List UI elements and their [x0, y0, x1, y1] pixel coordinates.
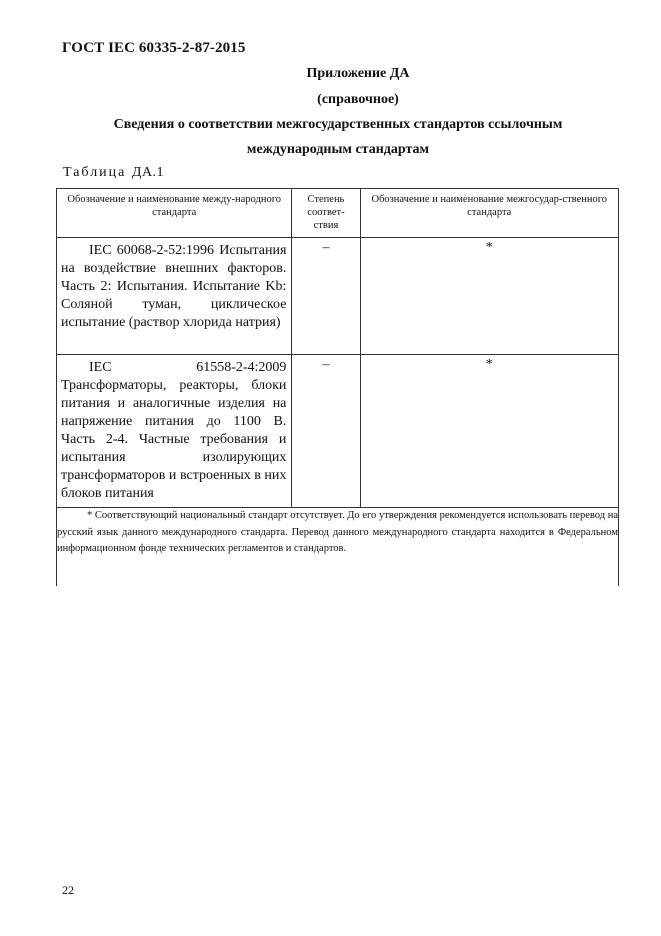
appendix-title: Приложение ДА: [306, 66, 410, 81]
table-caption-label: Таблица: [63, 165, 127, 180]
appendix-subtitle: (справочное): [317, 92, 399, 107]
table-footnote: * Соответствующий национальный стандарт отсутствует. До его утверждения рекомендуется использовать перевод на русский язык данного международного стандарта. Перевод данного международного стандарта находится в Федеральном информационном фонде технических регламентов и стандартов.: [57, 508, 619, 587]
interstate-standard-cell: [360, 238, 618, 355]
interstate-standard-value: *: [485, 357, 493, 372]
table-header-row: [57, 189, 619, 238]
international-standard-text: IEC 60068-2-52:1996 Испытания на воздействие внешних факторов. Часть 2: Испытания. Испытание Kb: Соляной туман, циклическое испытание (раствор хлорида натрия): [61, 243, 287, 330]
standard-code: ГОСТ IEC 60335-2-87-2015: [62, 40, 246, 56]
page-number: 22: [62, 883, 74, 897]
correspondence-table: [56, 188, 619, 586]
table-caption-number: ДА.1: [131, 165, 165, 180]
table-row: [57, 355, 619, 508]
interstate-standard-cell: [360, 355, 618, 508]
table-footnote-row: [57, 508, 619, 587]
degree-value: –: [322, 357, 330, 372]
international-standard-text: IEC 61558-2-4:2009 Трансформаторы, реакторы, блоки питания и аналогичные изделия на напряжение питания до 1100 В. Часть 2-4. Частные требования и испытания изолирующих трансформаторов и встроенных в них блоков питания: [61, 360, 287, 501]
column-header-degree: Степень соответ-ствия: [292, 189, 360, 238]
column-header-interstate: Обозначение и наименование межгосудар-ственного стандарта: [360, 189, 618, 238]
degree-value: –: [322, 240, 330, 255]
column-header-international: Обозначение и наименование между-народного стандарта: [57, 189, 292, 238]
international-standard-cell: [57, 238, 292, 355]
table-row: [57, 238, 619, 355]
appendix-heading-line1: Сведения о соответствии межгосударственных стандартов ссылочным: [113, 117, 563, 132]
table-caption: [63, 165, 164, 181]
appendix-heading-line2: международным стандартам: [246, 142, 430, 157]
interstate-standard-value: *: [485, 240, 493, 255]
international-standard-cell: [57, 355, 292, 508]
degree-cell: [292, 355, 360, 508]
degree-cell: [292, 238, 360, 355]
